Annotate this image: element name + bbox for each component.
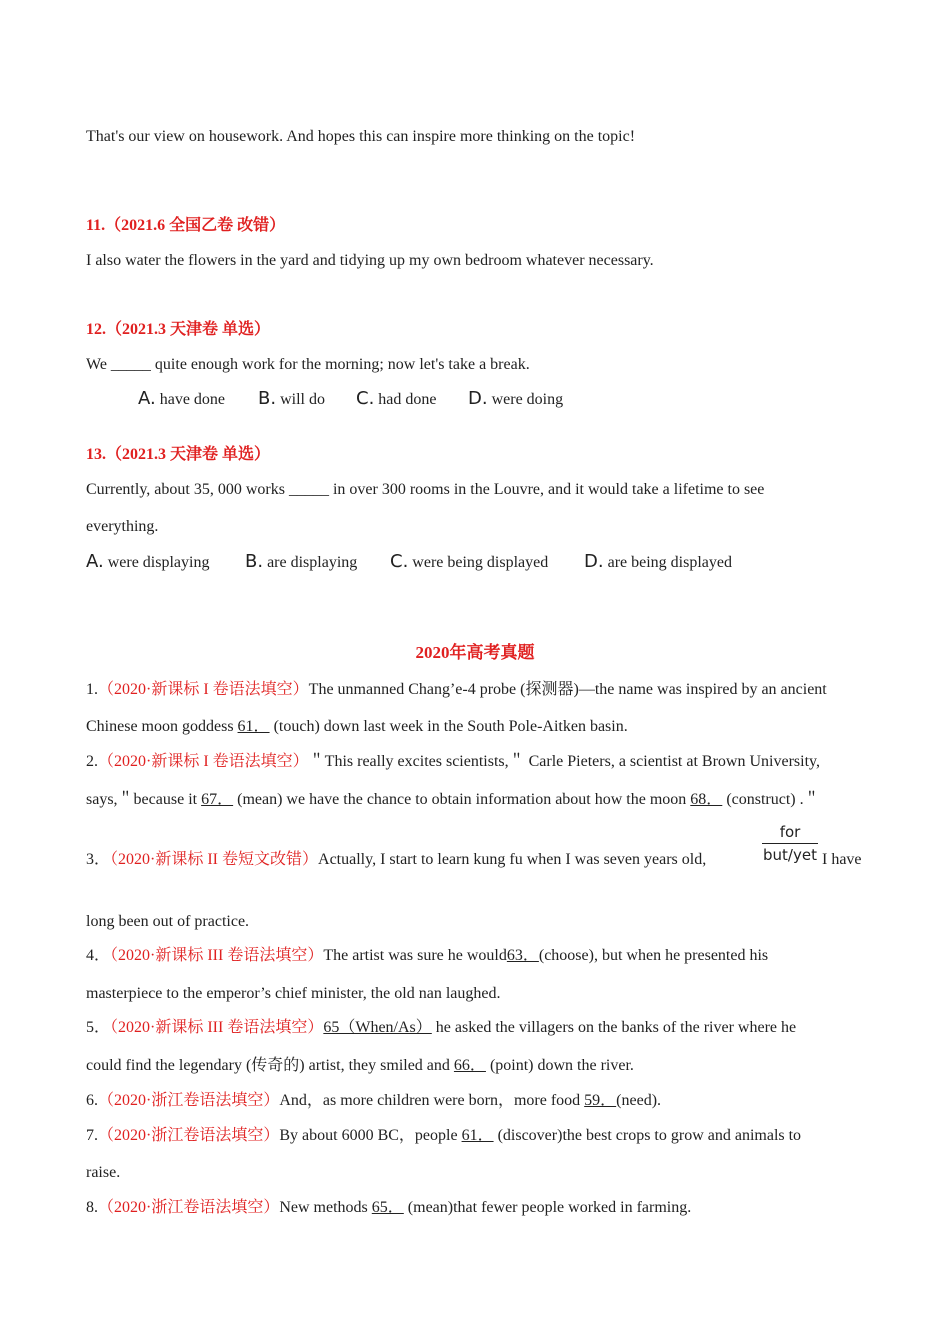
blank-68[interactable]: 68． xyxy=(690,791,723,808)
item-5-line-2: could find the legendary (传奇的) artist, they smiled and 66． (point) down the river. xyxy=(86,1057,634,1074)
item-5-line-1: 5．（2020·新课标 III 卷语法填空）65（When/As） he asked the villagers on the banks of the river where he xyxy=(86,1019,797,1036)
item-7-line-2: raise. xyxy=(86,1164,121,1181)
correction-insert: for xyxy=(762,823,818,844)
q13-option-b: B. are displaying xyxy=(245,551,358,572)
question-12-text: We _____ quite enough work for the morning; now let's take a break. xyxy=(86,356,530,373)
q13-option-a: A. were displaying xyxy=(86,551,210,572)
item-8-source: （2020·浙江卷语法填空） xyxy=(98,1199,280,1216)
q12-option-b: B. will do xyxy=(258,388,325,409)
correction-fraction xyxy=(762,823,818,864)
q12-option-c: C. had done xyxy=(356,388,437,409)
blank-65b[interactable]: 65． xyxy=(371,1199,404,1216)
item-7-line-1: 7.（2020·浙江卷语法填空）By about 6000 BC，people 61． (discover)the best crops to grow and animals to xyxy=(86,1127,802,1144)
q12-option-a: A. have done xyxy=(138,388,226,409)
item-8-line-1: 8.（2020·浙江卷语法填空）New methods 65． (mean)that fewer people worked in farming. xyxy=(86,1199,692,1216)
section-title: 2020年高考真题 xyxy=(415,643,535,662)
item-4-source: （2020·新课标 III 卷语法填空） xyxy=(110,947,324,964)
item-3-line-1-end: I have xyxy=(822,851,862,868)
item-1-source: （2020·新课标 I 卷语法填空） xyxy=(98,681,309,698)
q13-option-c: C. were being displayed xyxy=(390,551,549,572)
item-4-line-2: masterpiece to the emperor’s chief minister, the old nan laughed. xyxy=(86,985,501,1002)
item-6-source: （2020·浙江卷语法填空） xyxy=(98,1092,280,1109)
q13-option-d: D. are being displayed xyxy=(584,551,732,572)
item-7-source: （2020·浙江卷语法填空） xyxy=(98,1127,280,1144)
item-2-source: （2020·新课标 I 卷语法填空） xyxy=(98,753,309,770)
blank-63[interactable]: 63． xyxy=(506,947,539,964)
item-1-line-2: Chinese moon goddess 61． (touch) down last week in the South Pole-Aitken basin. xyxy=(86,718,628,735)
item-2-line-2: says,＂because it 67． (mean) we have the chance to obtain information about how the moon 68． (construct) .＂ xyxy=(86,791,820,808)
item-2-line-1: 2.（2020·新课标 I 卷语法填空）＂This really excites scientists,＂ Carle Pieters, a scientist at Brown University, xyxy=(86,753,820,770)
question-11-text: I also water the flowers in the yard and tidying up my own bedroom whatever necessary. xyxy=(86,252,654,269)
blank-66[interactable]: 66． xyxy=(453,1057,486,1074)
blank-59[interactable]: 59． xyxy=(584,1092,617,1109)
question-11-heading: 11.（2021.6 全国乙卷 改错） xyxy=(86,217,286,234)
item-1-line-1: 1.（2020·新课标 I 卷语法填空）The unmanned Chang’e-4 probe (探测器)—the name was inspired by an ancient xyxy=(86,681,827,698)
question-13-text: Currently, about 35, 000 works _____ in over 300 rooms in the Louvre, and it would take a lifetime to see xyxy=(86,481,765,498)
blank-61[interactable]: 61． xyxy=(237,718,270,735)
question-13-heading: 13.（2021.3 天津卷 单选） xyxy=(86,446,271,463)
q12-option-d: D. were doing xyxy=(468,388,564,409)
blank-61b[interactable]: 61． xyxy=(461,1127,494,1144)
item-3-line-1: 3．（2020·新课标 II 卷短文改错）Actually, I start to learn kung fu when I was seven years old, xyxy=(86,851,707,868)
item-4-line-1: 4．（2020·新课标 III 卷语法填空）The artist was sure he would63．(choose), but when he presented his xyxy=(86,947,769,964)
item-6-line-1: 6.（2020·浙江卷语法填空）And，as more children were born，more food 59．(need). xyxy=(86,1092,662,1109)
question-13-text-cont: everything. xyxy=(86,518,159,535)
intro-text: That's our view on housework. And hopes this can inspire more thinking on the topic! xyxy=(86,128,636,145)
item-3-line-2: long been out of practice. xyxy=(86,913,250,930)
blank-67[interactable]: 67． xyxy=(201,791,234,808)
item-3-source: （2020·新课标 II 卷短文改错） xyxy=(110,851,319,868)
blank-65[interactable]: 65（When/As） xyxy=(323,1019,432,1036)
question-12-heading: 12.（2021.3 天津卷 单选） xyxy=(86,321,271,338)
item-5-source: （2020·新课标 III 卷语法填空） xyxy=(110,1019,324,1036)
correction-replace: but/yet xyxy=(763,846,817,864)
